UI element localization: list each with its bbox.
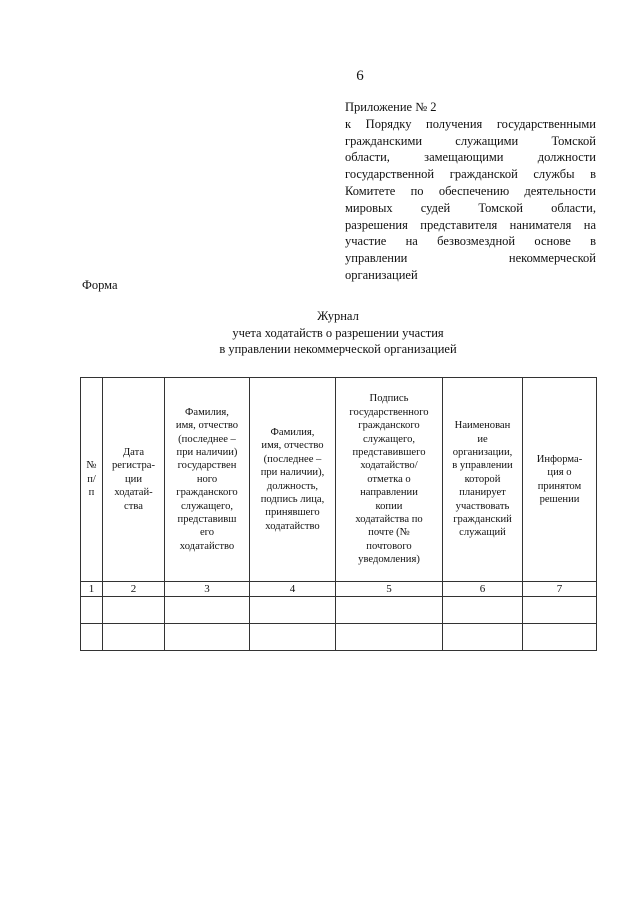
header-line: планирует [459, 487, 506, 499]
appendix-line: организацией [345, 267, 418, 282]
header-line: п [88, 487, 95, 499]
appendix-line: разрешения представителя нанимателя на [345, 217, 596, 232]
header-cell [336, 378, 443, 582]
header-line: ходатайство [179, 540, 235, 552]
header-line: ходатайство [265, 520, 320, 532]
header-line: представившего [352, 446, 426, 458]
header-cell [81, 378, 103, 582]
registry-table [80, 377, 597, 651]
header-line: организации, [452, 446, 513, 458]
table-row [81, 597, 597, 624]
table-cell[interactable] [103, 624, 165, 651]
table-cell[interactable] [336, 597, 443, 624]
header-line: в управлении [452, 460, 513, 472]
header-line: при наличии) [176, 446, 238, 458]
header-line: ходатайство/ [360, 460, 418, 472]
table-header-row [81, 378, 597, 582]
header-line: принятом [537, 480, 582, 492]
header-line: регистра- [111, 460, 155, 472]
header-line: п/ [87, 473, 96, 485]
table-cell[interactable] [523, 624, 597, 651]
header-line: имя, отчество [261, 440, 324, 452]
journal-title [80, 308, 596, 358]
header-line: ходатайства по [355, 514, 423, 526]
header-line: принявшего [265, 507, 320, 519]
table-row [81, 624, 597, 651]
table-cell[interactable] [81, 624, 103, 651]
header-cell [165, 378, 250, 582]
column-number: 1 [81, 582, 103, 597]
column-number: 6 [443, 582, 523, 597]
header-line: при наличии), [260, 467, 325, 479]
header-cell [250, 378, 336, 582]
header-line: Информа- [536, 453, 583, 465]
header-line: которой [464, 473, 501, 485]
journal-title-line: Журнал [317, 309, 359, 323]
appendix-line: государственной гражданской службы в [345, 167, 596, 182]
column-number-row [81, 582, 597, 597]
page-number: 6 [356, 68, 364, 84]
header-line: уведомления) [358, 554, 420, 566]
header-cell [523, 378, 597, 582]
form-label: Форма [82, 278, 118, 292]
table-cell[interactable] [523, 597, 597, 624]
header-line: направлении [360, 487, 418, 499]
table-cell[interactable] [250, 597, 336, 624]
header-line: ции [124, 473, 142, 485]
table-cell[interactable] [165, 597, 250, 624]
header-line: гражданского [176, 487, 238, 499]
header-line: государствен [177, 460, 237, 472]
header-line: служащий [459, 527, 506, 539]
header-line: служащего, [180, 500, 234, 512]
column-number: 5 [336, 582, 443, 597]
header-line: Наименован [454, 420, 511, 432]
header-line: служащего, [362, 433, 416, 445]
table-cell[interactable] [81, 597, 103, 624]
header-line: ного [196, 473, 218, 485]
table-cell[interactable] [103, 597, 165, 624]
appendix-line: Комитете по обеспечению деятельности [345, 183, 596, 198]
journal-title-line: учета ходатайств о разрешении участия [232, 325, 444, 340]
table-cell[interactable] [443, 624, 523, 651]
header-line: ие [477, 433, 488, 445]
column-number: 2 [103, 582, 165, 597]
header-line: № [86, 460, 97, 472]
appendix-line: к Порядку получения государственными [345, 116, 596, 131]
appendix-text [345, 116, 596, 284]
header-line: должность, [266, 480, 319, 492]
appendix-line: гражданскими служащими Томской [345, 133, 596, 148]
header-line: почте (№ [368, 527, 410, 539]
table-cell[interactable] [443, 597, 523, 624]
journal-title-line: в управлении некоммерческой организацией [219, 342, 457, 356]
header-line: решении [539, 493, 580, 505]
header-line: имя, отчество [175, 420, 239, 432]
header-line: (последнее – [263, 453, 322, 465]
appendix-line: управлении некоммерческой [345, 251, 596, 266]
header-cell [103, 378, 165, 582]
appendix-title: Приложение № 2 [345, 100, 437, 114]
table-cell[interactable] [336, 624, 443, 651]
header-line: Фамилия, [185, 406, 229, 418]
header-line: ходатай- [114, 487, 153, 499]
header-line: гражданского [358, 420, 420, 432]
header-line: отметка о [367, 473, 411, 485]
table-cell[interactable] [165, 624, 250, 651]
header-line: Фамилия, [270, 426, 315, 438]
header-line: почтового [366, 540, 412, 552]
header-line: гражданский [453, 514, 512, 526]
appendix-line: области, замещающими должности [345, 150, 596, 165]
header-cell [443, 378, 523, 582]
header-line: государственного [349, 406, 429, 418]
header-line: подпись лица, [260, 493, 325, 505]
header-line: участвовать [455, 500, 510, 512]
header-line: Дата [122, 446, 145, 458]
column-number: 3 [165, 582, 250, 597]
appendix-line: мировых судей Томской области, [345, 200, 596, 215]
header-line: его [199, 527, 215, 539]
header-line: Подпись [369, 393, 409, 405]
appendix-line: участие на безвозмездной основе в [345, 234, 596, 249]
appendix-header [345, 99, 596, 284]
column-number: 4 [250, 582, 336, 597]
header-line: представивш [177, 514, 237, 526]
table-cell[interactable] [250, 624, 336, 651]
header-line: ция о [547, 467, 572, 479]
header-line: ства [124, 500, 143, 512]
column-number: 7 [523, 582, 597, 597]
header-line: копии [375, 500, 403, 512]
header-line: (последнее – [178, 433, 236, 445]
